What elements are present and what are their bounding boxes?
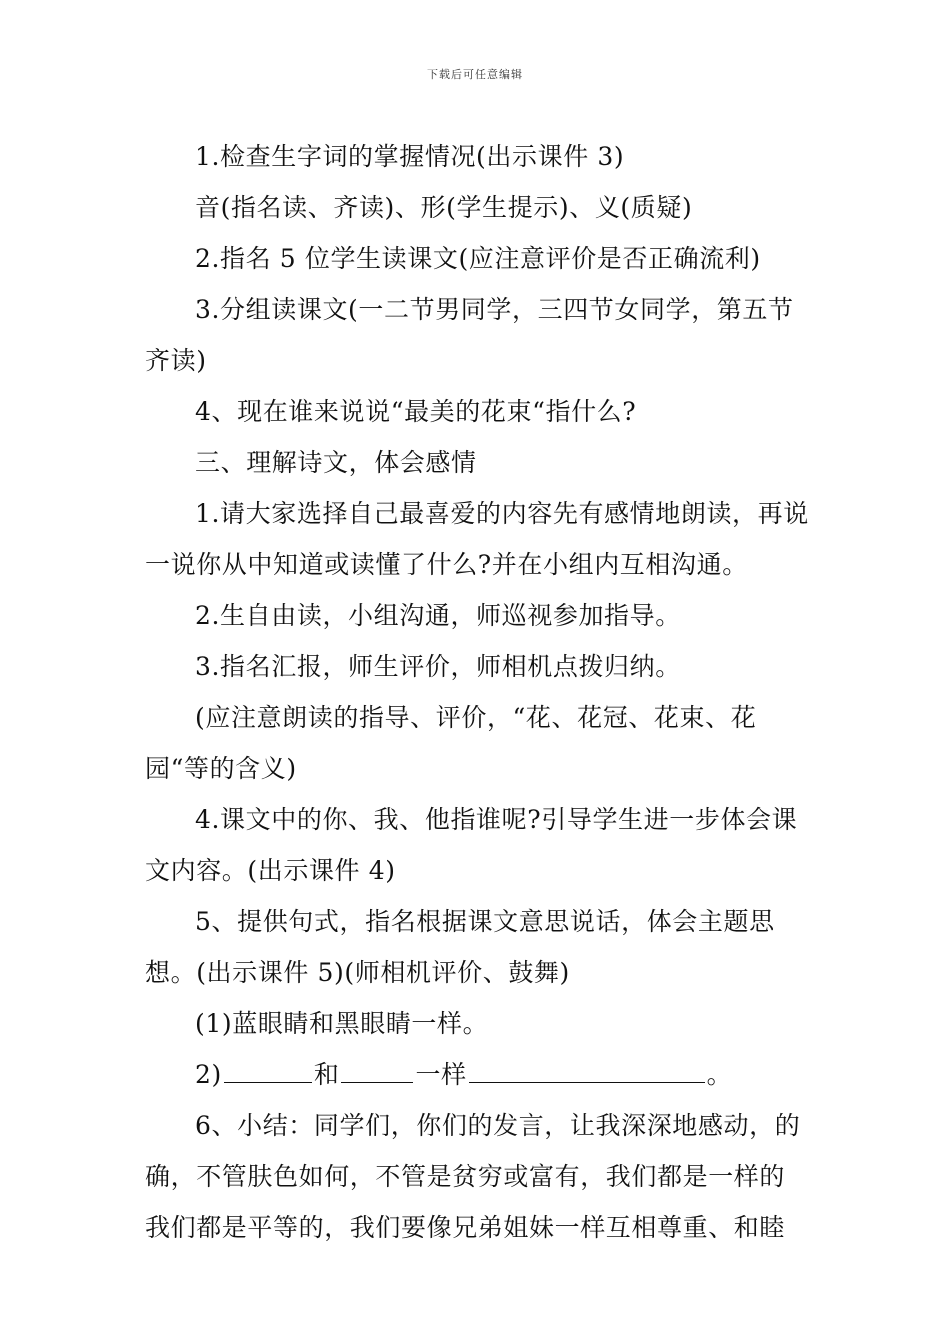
- paragraph-free-reading: 2.生自由读，小组沟通，师巡视参加指导。: [195, 601, 681, 630]
- paragraph-example-sentence: (1)蓝眼睛和黑眼睛一样。: [195, 1009, 489, 1038]
- paragraph-group-reading: 3.分组读课文(一二节男同学，三四节女同学，第五节齐读): [145, 295, 794, 375]
- paragraph-sound-shape-meaning: 音(指名读、齐读)、形(学生提示)、义(质疑): [195, 193, 693, 222]
- paragraph-pronoun-question: 4.课文中的你、我、他指谁呢?引导学生进一步体会课文内容。(出示课件 4): [145, 805, 798, 885]
- blank-line-3: [469, 1052, 705, 1083]
- paragraph-check-words: 1.检查生字词的掌握情况(出示课件 3): [195, 142, 625, 171]
- fill-blank-prefix: 2): [195, 1060, 222, 1089]
- paragraph-bouquet-question: 4、现在谁来说说“最美的花束“指什么?: [195, 397, 637, 426]
- paragraph-five-students-read: 2.指名 5 位学生读课文(应注意评价是否正确流利): [195, 244, 761, 273]
- page-header: 下载后可任意编辑: [427, 68, 523, 81]
- blank-line-1: [224, 1052, 312, 1083]
- paragraph-reading-guidance: (应注意朗读的指导、评价，“花、花冠、花束、花园“等的含义): [145, 703, 757, 783]
- fill-blank-connector: 和: [313, 1060, 340, 1089]
- fill-blank-same: 一样: [415, 1060, 467, 1089]
- paragraph-choose-favorite: 1.请大家选择自己最喜爱的内容先有感情地朗读，再说一说你从中知道或读懂了什么?并在小组内互相沟通。: [145, 499, 809, 579]
- paragraph-report-evaluate: 3.指名汇报，师生评价，师相机点拨归纳。: [195, 652, 681, 681]
- paragraph-sentence-pattern: 5、提供句式，指名根据课文意思说话，体会主题思想。(出示课件 5)(师相机评价、鼓舞): [145, 907, 775, 987]
- blank-line-2: [341, 1052, 413, 1083]
- section-heading-understand-poem: 三、理解诗文，体会感情: [195, 448, 477, 477]
- document-body: [145, 131, 810, 1253]
- paragraph-fill-in-blank: [145, 1049, 810, 1100]
- fill-blank-suffix: 。: [706, 1060, 733, 1089]
- paragraph-summary: 6、小结：同学们，你们的发言，让我深深地感动，的确，不管肤色如何，不管是贫穷或富有，我们都是一样的我们都是平等的，我们要像兄弟姐妹一样互相尊重、和睦: [145, 1111, 801, 1242]
